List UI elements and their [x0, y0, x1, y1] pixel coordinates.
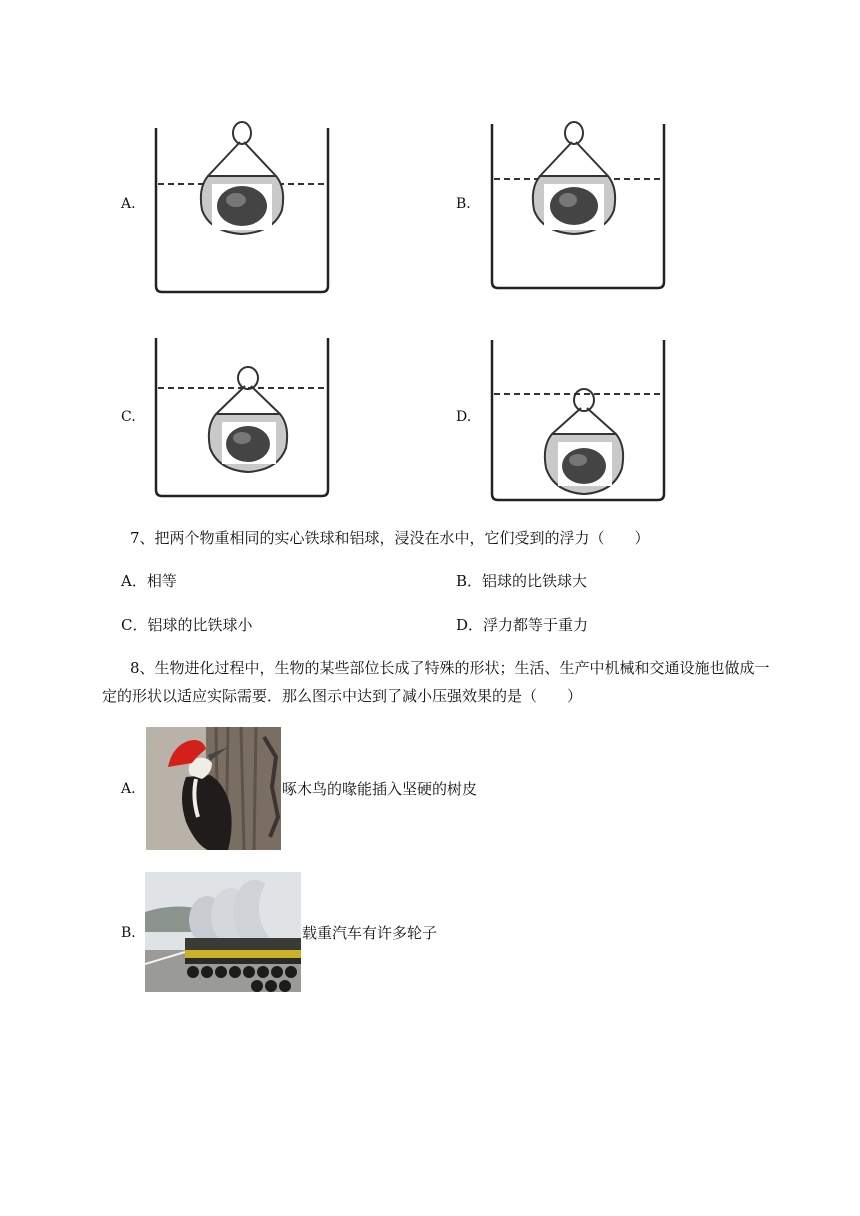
question-7-stem: 7、把两个物重相同的实心铁球和铝球，浸没在水中，它们受到的浮力（ ） — [130, 529, 650, 547]
q8-option-a-label: A. — [121, 781, 136, 797]
q8-option-a-caption: 啄木鸟的喙能插入坚硬的树皮 — [282, 780, 478, 798]
q7-option-c: C．铝球的比铁球小 — [121, 616, 253, 634]
q7-option-a: A．相等 — [121, 572, 177, 590]
option-b-label: B. — [456, 196, 471, 212]
q8-option-b-label: B. — [121, 925, 136, 941]
option-d-label: D. — [456, 409, 472, 425]
option-a-label: A. — [121, 196, 136, 212]
question-8-stem-line1: 8、生物进化过程中，生物的某些部位长成了特殊的形状；生活、生产中机械和交通设施也做成一 — [130, 659, 770, 677]
option-c-label: C. — [121, 409, 136, 425]
q7-option-b: B．铝球的比铁球大 — [456, 572, 588, 590]
heavy-truck-photo — [145, 872, 301, 992]
beaker-diagram-d — [486, 330, 671, 510]
beaker-diagram-a — [150, 118, 335, 298]
q7-option-d: D．浮力都等于重力 — [456, 616, 589, 634]
question-8-stem-line2: 定的形状以适应实际需要．那么图示中达到了减小压强效果的是（ ） — [102, 687, 583, 705]
beaker-diagram-c — [150, 328, 335, 508]
woodpecker-photo — [146, 727, 281, 850]
q8-option-b-caption: 载重汽车有许多轮子 — [302, 924, 438, 942]
beaker-diagram-b — [486, 114, 671, 294]
